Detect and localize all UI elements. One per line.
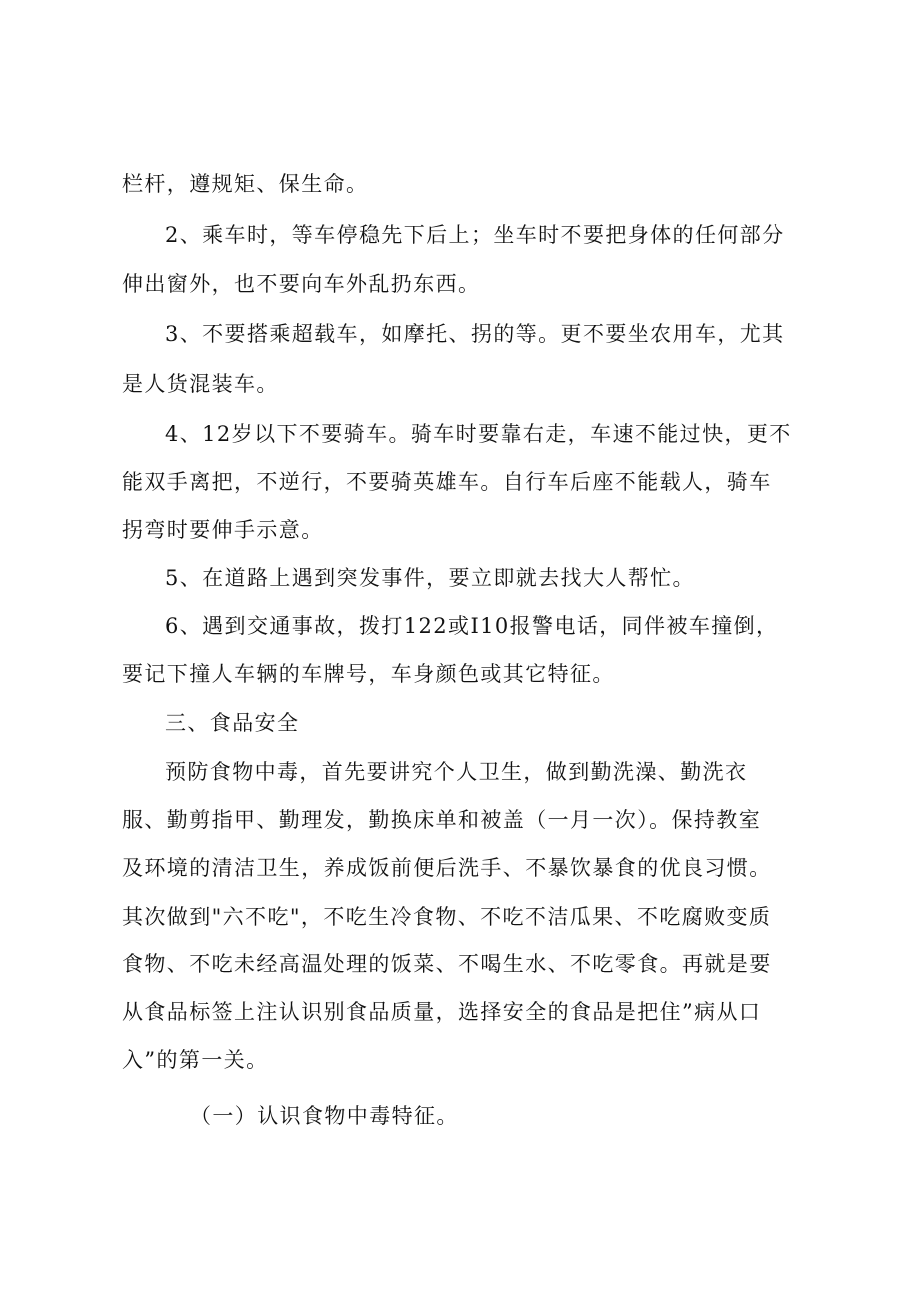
text-line: 从食品标签上注认识别食品质量，选择安全的食品是把住”病从口 bbox=[122, 1000, 762, 1024]
text-line: 能双手离把，不逆行，不要骑英雄车。自行车后座不能载人，骑车 bbox=[122, 470, 772, 494]
text-line: 拐弯时要伸手示意。 bbox=[122, 518, 324, 542]
text-line: 及环境的清洁卫生，养成饭前便后洗手、不暴饮暴食的优良习惯。 bbox=[122, 856, 772, 880]
text-line: 食物、不吃未经高温处理的饭菜、不喝生水、不吃零食。再就是要 bbox=[122, 952, 772, 976]
text-line: 栏杆，遵规矩、保生命。 bbox=[122, 172, 369, 196]
text-line: 4、12岁以下不要骑车。骑车时要靠右走，车速不能过快，更不 bbox=[165, 422, 792, 446]
text-line: 6、遇到交通事故，拨打122或I10报警电话，同伴被车撞倒， bbox=[165, 614, 779, 638]
text-line: 伸出窗外，也不要向车外乱扔东西。 bbox=[122, 272, 481, 296]
text-line: 3、不要搭乘超载车，如摩托、拐的等。更不要坐农用车，尤其 bbox=[165, 322, 785, 346]
text-line: 5、在道路上遇到突发事件，要立即就去找大人帮忙。 bbox=[165, 566, 695, 590]
text-line: 服、勤剪指甲、勤理发，勤换床单和被盖（一月一次）。保持教室 bbox=[122, 808, 762, 832]
text-line: 预防食物中毒，首先要讲究个人卫生，做到勤洗澡、勤洗衣 bbox=[165, 760, 748, 784]
section-heading: 三、食品安全 bbox=[165, 711, 300, 735]
text-line: 要记下撞人车辆的车牌号，车身颜色或其它特征。 bbox=[122, 662, 615, 686]
text-line: 2、乘车时，等车停稳先下后上；坐车时不要把身体的任何部分 bbox=[165, 223, 785, 247]
text-line: 其次做到"六不吃"，不吃生冷食物、不吃不洁瓜果、不吃腐败变质 bbox=[122, 905, 772, 929]
subsection-heading: （一）认识食物中毒特征。 bbox=[190, 1104, 459, 1128]
text-line: 是人货混装车。 bbox=[122, 372, 279, 396]
text-line: 入”的第一关。 bbox=[122, 1048, 269, 1072]
